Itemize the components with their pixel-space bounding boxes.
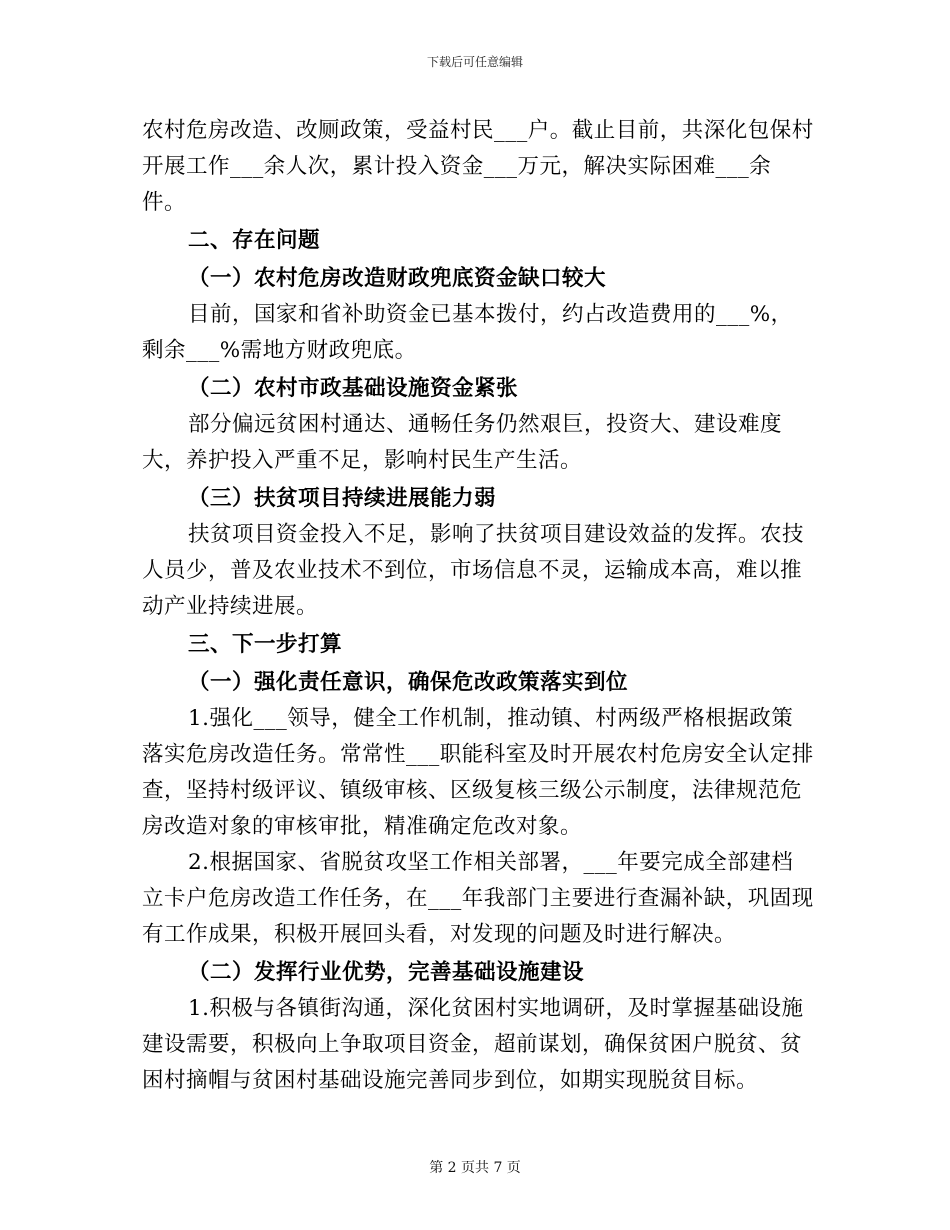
body-paragraph: 1.强化___领导，健全工作机制，推动镇、村两级严格根据政策落实危房改造任务。常常性___职能科室及时开展农村危房安全认定排查，坚持村级评议、镇级审核、区级复核三级公示制度，法律规范危房改造对象的审核审批，精准确定危改对象。 [142, 706, 814, 839]
section-heading: （一）农村危房改造财政兜底资金缺口较大 [188, 266, 607, 291]
section-heading: （一）强化责任意识，确保危改政策落实到位 [188, 670, 629, 695]
section-heading: （二）发挥行业优势，完善基础设施建设 [188, 960, 585, 985]
body-paragraph: 1.积极与各镇街沟通，深化贫困村实地调研，及时掌握基础设施建设需要，积极向上争取项目资金，超前谋划，确保贫困户脱贫、贫困村摘帽与贫困村基础设施完善同步到位，如期实现脱贫目标。 [142, 996, 804, 1093]
section-heading: （二）农村市政基础设施资金紧张 [188, 376, 519, 401]
document-body [142, 113, 814, 1099]
body-paragraph: 农村危房改造、改厕政策，受益村民___户。截止目前，共深化包保村开展工作___余人次，累计投入资金___万元，解决实际困难___余件。 [142, 118, 814, 215]
page-footer: 第 2 页共 7 页 [429, 1160, 521, 1176]
body-paragraph: 2.根据国家、省脱贫攻坚工作相关部署，___年要完成全部建档立卡户危房改造工作任务，在___年我部门主要进行查漏补缺，巩固现有工作成果，积极开展回头看，对发现的问题及时进行解决。 [142, 850, 814, 947]
page-header: 下载后可任意编辑 [426, 55, 523, 69]
body-paragraph: 部分偏远贫困村通达、通畅任务仍然艰巨，投资大、建设难度大，养护投入严重不足，影响村民生产生活。 [142, 412, 783, 473]
section-heading: 二、存在问题 [188, 228, 321, 253]
section-heading: （三）扶贫项目持续进展能力弱 [188, 486, 497, 511]
body-paragraph: 目前，国家和省补助资金已基本拨付，约占改造费用的___%，剩余___%需地方财政兜底。 [142, 302, 793, 363]
body-paragraph: 扶贫项目资金投入不足，影响了扶贫项目建设效益的发挥。农技人员少，普及农业技术不到位，市场信息不灵，运输成本高，难以推动产业持续进展。 [142, 522, 805, 619]
section-heading: 三、下一步打算 [188, 632, 343, 657]
